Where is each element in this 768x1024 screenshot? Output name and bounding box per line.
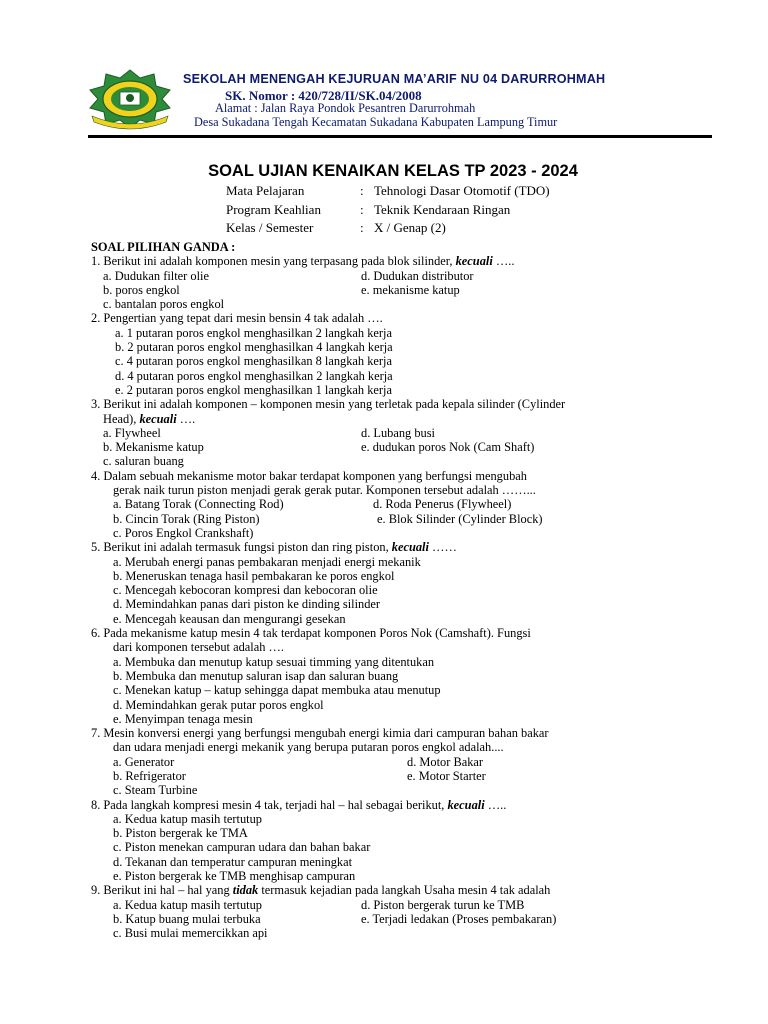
question-5 — [91, 540, 565, 626]
option-d: d. Tekanan dan temperatur campuran meningkat — [113, 854, 353, 869]
question-3 — [91, 397, 565, 468]
option-b: b. Cincin Torak (Ring Piston) — [113, 511, 260, 526]
option-row — [91, 898, 565, 912]
option-a: a. Merubah energi panas pembakaran menjadi energi mekanik — [113, 554, 421, 569]
question-stem: 4. Dalam sebuah mekanisme motor bakar terdapat komponen yang berfungsi mengubah — [91, 468, 527, 483]
option-e: e. dudukan poros Nok (Cam Shaft) — [361, 440, 535, 455]
option-row — [91, 283, 565, 297]
meta-row — [226, 183, 550, 199]
meta-key: Kelas / Semester — [226, 220, 314, 235]
stem-text: ….. — [484, 797, 507, 812]
meta-row — [226, 202, 510, 218]
stem-keyword: kecuali — [139, 411, 177, 426]
option-e: e. mekanisme katup — [361, 282, 460, 297]
option-b: b. Piston bergerak ke TMA — [113, 826, 248, 841]
meta-value: X / Genap (2) — [374, 220, 446, 235]
stem-keyword: kecuali — [455, 254, 493, 269]
stem-keyword: kecuali — [447, 797, 485, 812]
stem-text: 1. Berikut ini adalah komponen mesin yang terpasang pada blok silinder, — [91, 254, 456, 269]
option-a: a. 1 putaran poros engkol menghasilkan 2 langkah kerja — [115, 325, 392, 340]
question-1 — [91, 254, 565, 311]
option-c: c. Menekan katup – katup sehingga dapat membuka atau menutup — [113, 683, 441, 698]
question-stem: 3. Berikut ini adalah komponen – komponen mesin yang terletak pada kepala silinder (Cylinder — [91, 397, 566, 412]
option-e: e. Terjadi ledakan (Proses pembakaran) — [361, 911, 557, 926]
meta-key: Mata Pelajaran — [226, 183, 305, 198]
question-stem — [91, 254, 565, 268]
option-d: d. Motor Bakar — [407, 754, 484, 769]
question-4 — [91, 469, 565, 540]
option-d: d. Lubang busi — [361, 425, 435, 440]
option-c: c. Piston menekan campuran udara dan bahan bakar — [113, 840, 371, 855]
exam-title: SOAL UJIAN KENAIKAN KELAS TP 2023 - 2024 — [208, 162, 578, 180]
option-a: a. Kedua katup masih tertutup — [113, 811, 262, 826]
header-divider — [88, 135, 712, 138]
option-d: d. Roda Penerus (Flywheel) — [373, 497, 512, 512]
option-d: d. Dudukan distributor — [361, 268, 474, 283]
school-name: SEKOLAH MENENGAH KEJURUAN MA’ARIF NU 04 DARURROHMAH — [183, 72, 606, 86]
stem-keyword: kecuali — [391, 540, 429, 555]
stem-keyword: tidak — [232, 883, 259, 898]
stem-text: ….. — [492, 254, 515, 269]
question-stem — [91, 540, 565, 554]
school-village: Desa Sukadana Tengah Kecamatan Sukadana Kabupaten Lampung Timur — [194, 115, 558, 129]
option-c: c. bantalan poros engkol — [103, 297, 225, 312]
option-row — [91, 769, 565, 783]
stem-text: …. — [176, 411, 196, 426]
stem-text: termasuk kejadian pada langkah Usaha mesin 4 tak adalah — [258, 883, 551, 898]
meta-colon: : — [360, 220, 364, 235]
option-row — [91, 912, 565, 926]
option-e: e. Menyimpan tenaga mesin — [113, 711, 253, 726]
question-stem — [91, 883, 565, 897]
option-d: d. 4 putaran poros engkol menghasilkan 2 langkah kerja — [115, 368, 393, 383]
option-b: b. Meneruskan tenaga hasil pembakaran ke poros engkol — [113, 568, 395, 583]
option-e: e. 2 putaran poros engkol menghasilkan 1 langkah kerja — [115, 382, 392, 397]
option-b: b. Mekanisme katup — [103, 440, 204, 455]
stem-text: 9. Berikut ini hal – hal yang — [91, 883, 233, 898]
question-2 — [91, 311, 565, 397]
stem-text: 8. Pada langkah kompresi mesin 4 tak, terjadi hal – hal sebagai berikut, — [91, 797, 448, 812]
option-c: c. Poros Engkol Crankshaft) — [113, 525, 254, 540]
option-b: b. 2 putaran poros engkol menghasilkan 4 langkah kerja — [115, 340, 393, 355]
stem-text: Head), — [103, 411, 140, 426]
option-a: a. Batang Torak (Connecting Rod) — [113, 497, 284, 512]
meta-colon: : — [360, 202, 364, 217]
option-row — [91, 755, 565, 769]
question-stem — [91, 798, 565, 812]
question-7 — [91, 726, 565, 797]
option-row — [91, 440, 565, 454]
meta-value: Tehnologi Dasar Otomotif (TDO) — [374, 183, 550, 198]
option-e: e. Mencegah keausan dan mengurangi gesekan — [113, 611, 346, 626]
option-e: e. Blok Silinder (Cylinder Block) — [377, 511, 543, 526]
meta-key: Program Keahlian — [226, 202, 321, 217]
option-c: c. Busi mulai memercikkan api — [113, 926, 268, 941]
option-a: a. Flywheel — [103, 425, 161, 440]
option-c: c. Steam Turbine — [113, 783, 198, 798]
sk-number: SK. Nomor : 420/728/II/SK.04/2008 — [225, 88, 422, 103]
option-c: c. Mencegah kebocoran kompresi dan kebocoran olie — [113, 583, 378, 598]
question-9 — [91, 883, 565, 940]
question-stem-cont: dari komponen tersebut adalah …. — [113, 640, 285, 655]
option-b: b. Refrigerator — [113, 768, 186, 783]
stem-text: 5. Berikut ini adalah termasuk fungsi piston dan ring piston, — [91, 540, 392, 555]
option-b: b. Katup buang mulai terbuka — [113, 911, 261, 926]
option-row — [91, 426, 565, 440]
questions-body — [91, 240, 565, 941]
option-b: b. Membuka dan menutup saluran isap dan saluran buang — [113, 668, 399, 683]
option-c: c. 4 putaran poros engkol menghasilkan 8 langkah kerja — [115, 354, 392, 369]
question-6 — [91, 626, 565, 726]
option-d: d. Memindahkan gerak putar poros engkol — [113, 697, 324, 712]
question-stem-cont — [91, 412, 565, 426]
option-a: a. Dudukan filter olie — [103, 268, 209, 283]
option-d: d. Memindahkan panas dari piston ke dinding silinder — [113, 597, 381, 612]
question-stem: 2. Pengertian yang tepat dari mesin bensin 4 tak adalah …. — [91, 311, 383, 326]
option-row — [91, 512, 565, 526]
option-a: a. Membuka dan menutup katup sesuai timming yang ditentukan — [113, 654, 435, 669]
option-e: e. Motor Starter — [407, 768, 486, 783]
question-stem-cont: gerak naik turun piston menjadi gerak gerak putar. Komponen tersebut adalah ……... — [113, 483, 536, 498]
section-heading: SOAL PILIHAN GANDA : — [91, 240, 236, 254]
school-logo — [82, 68, 178, 130]
option-row — [91, 497, 565, 511]
meta-colon: : — [360, 183, 364, 198]
question-stem: 7. Mesin konversi energi yang berfungsi mengubah energi kimia dari campuran bahan bakar — [91, 726, 549, 741]
stem-text: …… — [428, 540, 457, 555]
question-stem-cont: dan udara menjadi energi mekanik yang berupa putaran poros engkol adalah.... — [113, 740, 504, 755]
option-a: a. Kedua katup masih tertutup — [113, 897, 262, 912]
meta-row — [226, 220, 446, 236]
question-stem: 6. Pada mekanisme katup mesin 4 tak terdapat komponen Poros Nok (Camshaft). Fungsi — [91, 626, 531, 641]
option-c: c. saluran buang — [103, 454, 184, 469]
option-e: e. Piston bergerak ke TMB menghisap campuran — [113, 869, 356, 884]
question-8 — [91, 798, 565, 884]
meta-value: Teknik Kendaraan Ringan — [374, 202, 511, 217]
option-a: a. Generator — [113, 754, 175, 769]
option-d: d. Piston bergerak turun ke TMB — [361, 897, 525, 912]
option-row — [91, 269, 565, 283]
option-b: b. poros engkol — [103, 282, 180, 297]
school-address: Alamat : Jalan Raya Pondok Pesantren Darurrohmah — [215, 101, 476, 115]
